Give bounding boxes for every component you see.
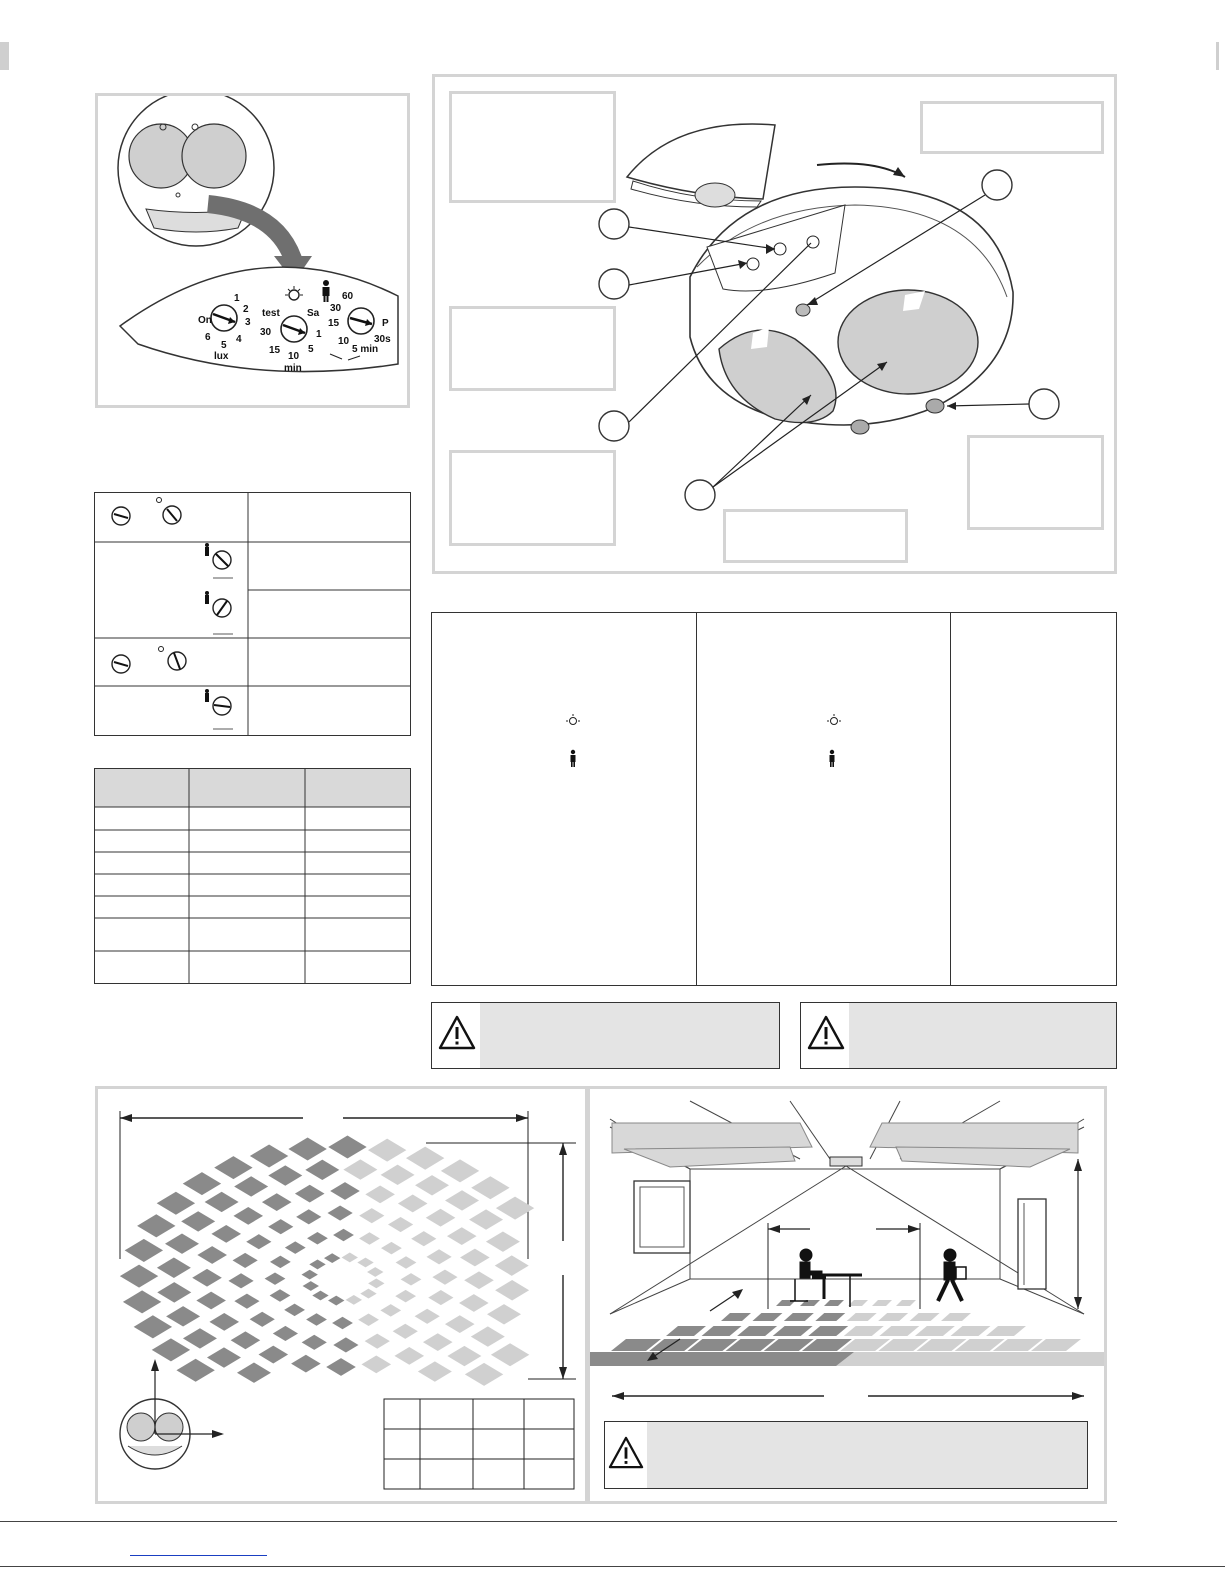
detection-zone-tile — [380, 1304, 401, 1316]
detection-zone-tile — [324, 1253, 340, 1263]
floor-zone-tile — [737, 1326, 777, 1336]
detection-zone-tile — [447, 1346, 481, 1366]
lamp-icon — [566, 714, 580, 725]
floor-zone-tile — [848, 1300, 868, 1306]
floor-zone-tile — [986, 1326, 1026, 1336]
detection-zone-tile — [157, 1258, 191, 1278]
time-mark-10: 10 — [288, 351, 300, 362]
walking-person — [938, 1249, 966, 1301]
row2-dial — [205, 543, 233, 578]
detection-zone-tile — [388, 1217, 413, 1232]
detection-zone-tile — [495, 1255, 529, 1275]
detection-zone-tile — [157, 1192, 195, 1215]
detection-zone-tile — [487, 1304, 521, 1324]
detection-zone-tile — [295, 1185, 325, 1203]
warning-icon — [807, 1015, 845, 1051]
person-icon — [571, 750, 576, 767]
detection-zone-tile — [268, 1219, 293, 1234]
detection-zone-tile — [192, 1269, 222, 1287]
floor-zone-tile — [666, 1326, 706, 1336]
warning-box-3 — [604, 1421, 1088, 1489]
detection-zone-tile — [428, 1290, 453, 1305]
detection-zone-tile — [415, 1309, 440, 1324]
detection-zone-tile — [496, 1197, 534, 1220]
floor-zone-tile — [950, 1326, 990, 1336]
lux-mark-on: On — [198, 315, 212, 326]
detection-zone-tile — [233, 1207, 263, 1225]
detection-zone-tile — [246, 1234, 271, 1249]
detection-zone-tile — [157, 1282, 191, 1302]
detection-zone-tile — [333, 1337, 358, 1352]
detection-zone-tile — [183, 1172, 221, 1195]
person-icon — [830, 750, 835, 767]
detection-zone-tile — [303, 1281, 319, 1291]
floor-zone-tile — [752, 1313, 782, 1321]
floor-zone-tile — [844, 1326, 884, 1336]
detection-zone-tile — [491, 1343, 529, 1366]
detection-zone-tile — [123, 1290, 161, 1313]
detection-zone-tile — [205, 1192, 239, 1212]
warning-box-2 — [800, 1002, 1117, 1069]
floor-zone-tile — [878, 1313, 908, 1321]
floor-zone-tile — [702, 1326, 742, 1336]
detection-zone-tile — [393, 1324, 418, 1339]
presence-dial — [348, 308, 374, 334]
lux-mark-6: 6 — [205, 332, 211, 343]
presence-mark-30s: 30s — [374, 334, 391, 345]
time-mark-5: 5 — [308, 344, 314, 355]
floor-zone-tile — [941, 1313, 971, 1321]
detection-zone-tile — [258, 1346, 288, 1364]
lux-mark-3: 3 — [245, 317, 251, 328]
detection-zone-tile — [359, 1208, 384, 1223]
detection-zone-tile — [302, 1335, 327, 1350]
floor-zone-tile — [808, 1326, 848, 1336]
detection-zone-tile — [368, 1278, 384, 1288]
detection-zone-tile — [367, 1267, 383, 1277]
detection-zone-tile — [312, 1291, 328, 1301]
floor-zone-tile — [721, 1313, 751, 1321]
lux-unit: lux — [214, 351, 229, 362]
detection-zone-tile — [342, 1253, 358, 1263]
detection-zone-tile — [469, 1209, 503, 1229]
presence-mark-p: P — [382, 318, 389, 329]
detection-zone-tile — [250, 1312, 275, 1327]
detection-pattern-panel — [95, 1086, 588, 1504]
lux-mark-2: 2 — [243, 304, 249, 315]
detection-zone-tile — [309, 1260, 325, 1270]
detection-zone-tile — [471, 1176, 509, 1199]
detection-zone-tile — [328, 1205, 353, 1220]
floor-zone-tile — [824, 1300, 844, 1306]
presence-mark-10: 10 — [338, 336, 350, 347]
detection-zone-tile — [365, 1334, 390, 1349]
time-mark-1: 1 — [316, 329, 322, 340]
detection-zone-tile — [447, 1227, 477, 1245]
detection-zone-tile — [406, 1147, 444, 1170]
floor-zone-tile — [773, 1326, 813, 1336]
detection-zone-tile — [237, 1363, 271, 1383]
detection-zone-tile — [471, 1326, 505, 1346]
detection-zone-tile — [211, 1225, 241, 1243]
detection-zone-tile — [284, 1304, 305, 1316]
time-mark-sa: Sa — [307, 308, 320, 319]
lux-mark-5: 5 — [221, 340, 227, 351]
detection-zone-tile — [328, 1296, 344, 1306]
detection-zone-tile — [328, 1136, 366, 1159]
floor-zone-tile — [910, 1313, 940, 1321]
detection-zone-tile — [432, 1270, 457, 1285]
footer-link[interactable] — [130, 1555, 267, 1556]
detection-zone-tile — [460, 1249, 490, 1267]
sensor-body — [690, 187, 1013, 434]
detection-zone-tile — [465, 1363, 503, 1386]
detection-zone-tile — [459, 1294, 489, 1312]
detection-zone-tile — [495, 1280, 529, 1300]
detection-zone-tile — [445, 1315, 475, 1333]
detection-zone-tile — [231, 1331, 261, 1349]
detection-zone-tile — [332, 1317, 353, 1329]
detection-zone-tile — [415, 1175, 449, 1195]
detection-zone-tile — [333, 1229, 354, 1241]
footer-bottom-rule — [0, 1566, 1225, 1567]
lux-mark-1: 1 — [234, 293, 240, 304]
detection-zone-tile — [381, 1242, 402, 1254]
floor-zone-tile — [896, 1300, 916, 1306]
time-mark-30: 30 — [260, 327, 272, 338]
time-unit: min — [284, 363, 302, 374]
detection-zone-tile — [268, 1165, 302, 1185]
detection-zone-tile — [273, 1326, 298, 1341]
time-mark-test: test — [262, 308, 280, 319]
detection-zone-tile — [176, 1359, 214, 1382]
device-panel — [432, 74, 1117, 574]
detection-zone-tile — [125, 1239, 163, 1262]
detection-zone-tile — [270, 1289, 291, 1301]
lux-mark-4: 4 — [236, 334, 242, 345]
detection-zone-tile — [464, 1271, 494, 1289]
detection-zone-tile — [137, 1214, 175, 1237]
detection-zone-tile — [305, 1160, 339, 1180]
presence-mark-30: 30 — [330, 303, 342, 314]
detection-zone-tile — [270, 1256, 291, 1268]
detection-zone-tile — [233, 1253, 258, 1268]
detection-zone-tile — [166, 1306, 200, 1326]
warning-box-1 — [431, 1002, 780, 1069]
detection-zone-tile — [426, 1209, 456, 1227]
detection-zone-tile — [330, 1182, 360, 1200]
sensor-lid — [627, 124, 775, 207]
detection-zone-tile — [197, 1246, 227, 1264]
detection-zone-tile — [445, 1190, 479, 1210]
settings-table — [94, 492, 411, 736]
detection-zone-tile — [152, 1338, 190, 1361]
floor-zone-tile — [915, 1326, 955, 1336]
dial-panel — [95, 93, 410, 408]
detection-zone-tile — [306, 1313, 327, 1325]
detection-zone-tile — [209, 1313, 239, 1331]
detection-zone-tile — [262, 1193, 292, 1211]
detection-zone-tile — [165, 1233, 199, 1253]
room-panel — [587, 1086, 1107, 1504]
page-edge-mark — [0, 42, 9, 70]
detection-zone-tile — [394, 1347, 424, 1365]
detection-zone-tile — [301, 1270, 317, 1280]
detection-zone-tile — [326, 1358, 356, 1376]
row4-dials — [112, 647, 186, 674]
floor-zone-tile — [872, 1300, 892, 1306]
detection-zone-tile — [265, 1272, 286, 1284]
floor-zone-tile — [784, 1313, 814, 1321]
detection-zone-tile — [361, 1355, 391, 1373]
detection-zone-tile — [381, 1165, 415, 1185]
detection-zone-tile — [343, 1159, 377, 1179]
detection-zone-tile — [346, 1295, 362, 1305]
detection-zone-tile — [395, 1290, 416, 1302]
function-table — [431, 612, 1117, 986]
orientation-sensor — [120, 1359, 224, 1469]
detection-zone-tile — [358, 1314, 379, 1326]
presence-mark-15: 15 — [328, 318, 340, 329]
warning-icon — [438, 1015, 476, 1051]
row5-dial — [205, 689, 233, 729]
seated-person — [790, 1249, 862, 1307]
detection-zone-tile — [418, 1361, 452, 1381]
detection-zone-tile — [228, 1273, 253, 1288]
detection-zone-tile — [357, 1258, 373, 1268]
detection-zone-tile — [285, 1241, 306, 1253]
floor-zone-tile — [847, 1313, 877, 1321]
footer-rule — [0, 1521, 1117, 1522]
floor-zone-tile — [815, 1313, 845, 1321]
detection-zone-tile — [411, 1231, 436, 1246]
detection-zone-tile — [181, 1211, 215, 1231]
detection-zone-tile — [234, 1294, 259, 1309]
detection-zone-tile — [359, 1232, 380, 1244]
detection-zone-tile — [207, 1347, 241, 1367]
warning-icon — [608, 1436, 644, 1470]
detection-zone-tile — [120, 1265, 158, 1288]
detection-zone-tile — [486, 1231, 520, 1251]
detection-zone-tile — [196, 1292, 226, 1310]
detection-zone-tile — [250, 1144, 288, 1167]
detection-zone-tile — [307, 1232, 328, 1244]
detection-zone-tile — [296, 1209, 321, 1224]
row3-dial — [205, 591, 233, 634]
detection-zone-tile — [398, 1195, 428, 1213]
dial-illustration — [98, 96, 407, 405]
data-table — [94, 768, 411, 984]
detection-zone-tile — [234, 1176, 268, 1196]
detection-zone-tile — [183, 1328, 217, 1348]
detection-zone-tile — [134, 1315, 172, 1338]
device-illustration — [435, 77, 1114, 571]
presence-mark-60: 60 — [342, 291, 354, 302]
detection-zone-tile — [368, 1139, 406, 1162]
detection-zone-tile — [288, 1137, 326, 1160]
row1-dials — [112, 498, 181, 526]
detection-zone-tile — [214, 1156, 252, 1179]
detection-zone-tile — [401, 1273, 422, 1285]
detection-zone-tile — [360, 1289, 376, 1299]
lux-dial — [211, 305, 237, 331]
lamp-icon — [827, 714, 841, 725]
time-dial — [281, 316, 307, 342]
detection-pattern — [98, 1089, 585, 1501]
detection-zone-tile — [291, 1355, 321, 1373]
time-mark-15: 15 — [269, 345, 281, 356]
floor-zone-tile — [879, 1326, 919, 1336]
detection-zone-tile — [441, 1159, 479, 1182]
range-table — [384, 1399, 574, 1489]
detection-zone-tile — [396, 1256, 417, 1268]
detection-zone-tile — [423, 1333, 453, 1351]
detection-zone-tile — [426, 1249, 451, 1264]
presence-mark-5min: 5 min — [352, 344, 379, 355]
page-edge-mark-right — [1216, 42, 1219, 70]
detection-zone-tile — [365, 1185, 395, 1203]
